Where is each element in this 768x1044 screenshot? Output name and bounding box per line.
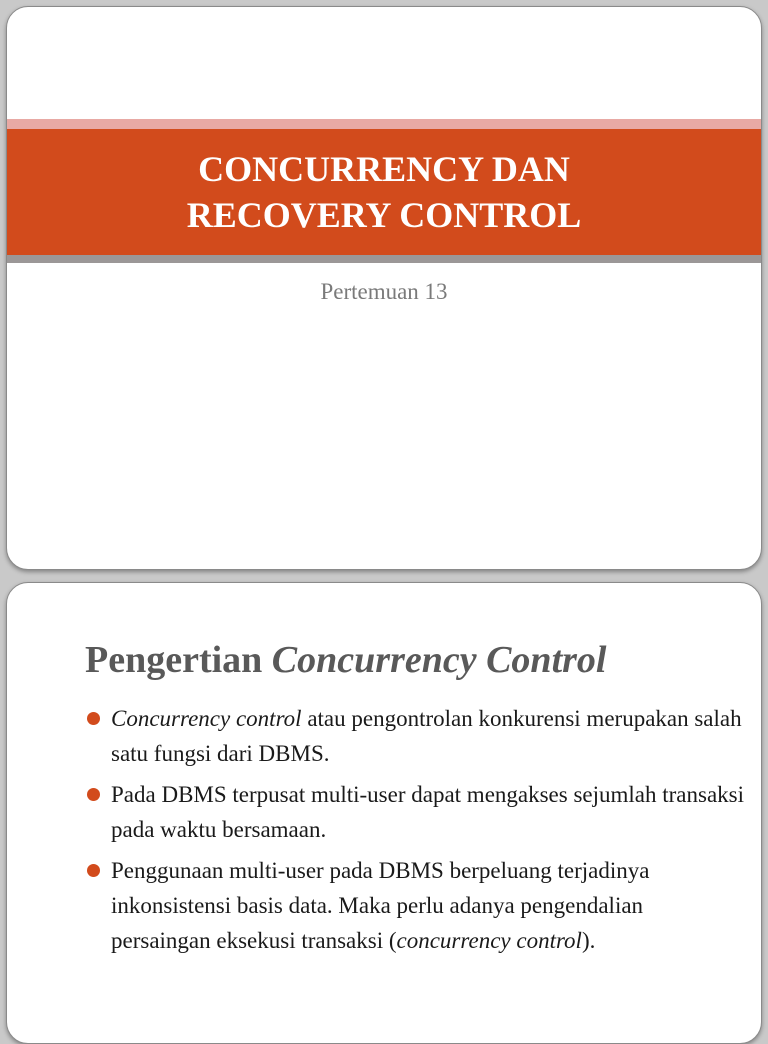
heading-italic: Concurrency Control [271, 639, 607, 681]
bullet-text-end: ). [581, 928, 596, 953]
bullet-dot-icon [87, 712, 100, 725]
bullet-list [85, 701, 745, 964]
bullet-dot-icon [87, 864, 100, 877]
list-item [85, 701, 745, 771]
slide-title: CONCURRENCY DAN RECOVERY CONTROL [186, 149, 582, 235]
bullet-text: Pada DBMS terpusat multi-user dapat mengakses sejumlah transaksi pada waktu bersamaan. [111, 782, 745, 842]
list-item [85, 777, 745, 847]
bullet-text: atau pengontrolan konkurensi merupakan salah satu fungsi dari DBMS. [111, 706, 742, 766]
bullet-italic-tail: concurrency control [396, 928, 582, 953]
title-band [7, 129, 761, 255]
title-slide [6, 6, 762, 570]
content-heading [85, 638, 606, 682]
content-slide [6, 582, 762, 1044]
bullet-text: Penggunaan multi-user pada DBMS berpeluang terjadinya inkonsistensi basis data. Maka perlu adanya pengendalian persaingan eksekusi transaksi ( [111, 858, 650, 953]
title-shadow-strip [7, 255, 761, 263]
heading-plain: Pengertian [85, 639, 272, 681]
bullet-dot-icon [87, 788, 100, 801]
slide-subtitle: Pertemuan 13 [320, 279, 448, 304]
bullet-italic-lead: Concurrency control [111, 706, 302, 731]
list-item [85, 853, 745, 958]
title-accent-strip [7, 119, 761, 129]
